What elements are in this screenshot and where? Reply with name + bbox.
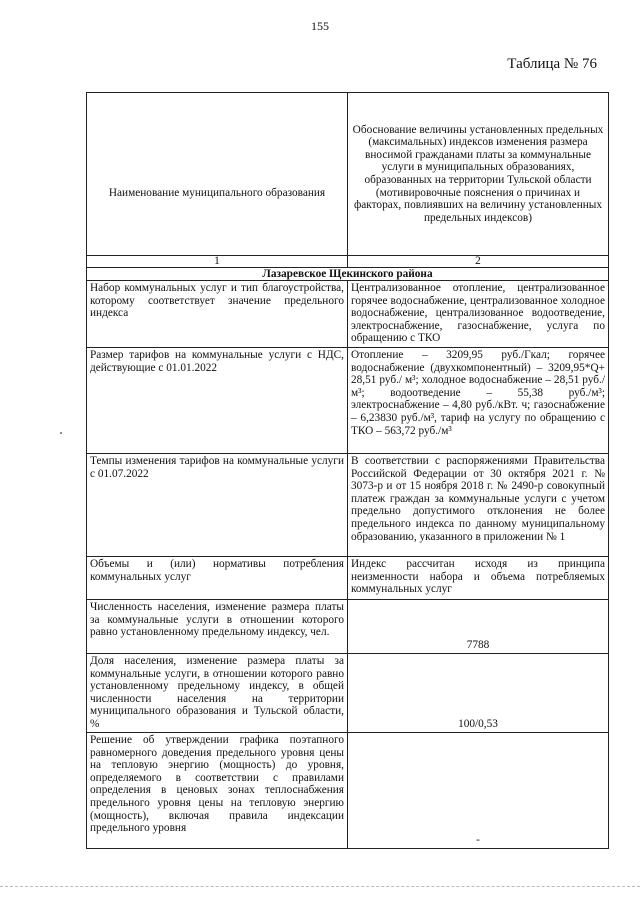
table-caption: Таблица № 76 [507, 56, 597, 72]
row-label: Набор коммунальных услуг и тип благоустройства, которому соответствует значение предельного индекса [87, 281, 348, 348]
population-share-value: 100/0,53 [348, 654, 609, 733]
table-row [87, 454, 609, 557]
row-label: Решение об утверждении графика поэтапного равномерного доведения предельного уровня цены на тепловую энергию (мощность) до уровня, определяемого в соответствии с правилами определения в ценовых зонах теплоснабжения предельного уровня цены на тепловую энергию (мощность), включая правила индексации предельного уровня [87, 733, 348, 849]
row-label: Размер тарифов на коммунальные услуги с НДС, действующие с 01.01.2022 [87, 348, 348, 454]
table-row [87, 733, 609, 849]
table-row [87, 348, 609, 454]
row-value: Централизованное отопление, централизованное горячее водоснабжение, централизованное холодное водоснабжение, централизованное водоотведение, электроснабжение, газоснабжение, услуга по обращению с ТКО [348, 281, 609, 348]
row-label: Доля населения, изменение размера платы за коммунальные услуги, в отношении которого равно установленному предельному индексу, в общей численности населения на территории муниципального образования и Тульской области, % [87, 654, 348, 733]
page-number: 155 [311, 19, 329, 33]
table-row [87, 600, 609, 654]
table-row [87, 654, 609, 733]
header-justification: Обоснование величины установленных предельных (максимальных) индексов изменения размера вносимой гражданами платы за коммунальные услуги в муниципальных образованиях, образованных на территории Тульской области (мотивировочные пояснения о причинах и факторах, повлиявших на величину установленных предельных индексов) [348, 93, 609, 256]
margin-dot [60, 432, 62, 434]
row-value: Индекс рассчитан исходя из принципа неизменности набора и объема потребляемых коммунальных услуг [348, 557, 609, 600]
population-value: 7788 [348, 600, 609, 654]
column-number-1: 1 [87, 256, 348, 268]
row-value: Отопление – 3209,95 руб./Гкал; горячее водоснабжение (двухкомпонентный) – 3209,95*Q+ 28,51 руб./ м³; холодное водоснабжение – 28,51 руб./м³; водоотведение – 55,38 руб./м³; электроснабжение – 4,80 руб./кВт. ч; газоснабжение – 6,23830 руб./м³, тариф на услугу по обращению с ТКО – 563,72 руб./м³ [348, 348, 609, 454]
header-municipality-name: Наименование муниципального образования [87, 93, 348, 256]
section-row [87, 268, 609, 281]
row-label: Темпы изменения тарифов на коммунальные услуги с 01.07.2022 [87, 454, 348, 557]
municipality-title: Лазаревское Щекинского района [87, 268, 609, 281]
column-number-row [87, 256, 609, 268]
row-value: - [348, 733, 609, 849]
tariff-justification-table [86, 92, 609, 849]
row-label: Численность населения, изменение размера платы за коммунальные услуги в отношении которого равно установленному предельному индексу, чел. [87, 600, 348, 654]
row-value: В соответствии с распоряжениями Правительства Российской Федерации от 30 октября 2021 г. № 3073-р и от 15 ноября 2018 г. № 2490-р совокупный платеж граждан за коммунальные услуги с учетом предельно допустимого отклонения не более предельного индекса по данному муниципальному образованию, указанного в приложении № 1 [348, 454, 609, 557]
column-number-2: 2 [348, 256, 609, 268]
row-label: Объемы и (или) нормативы потребления коммунальных услуг [87, 557, 348, 600]
page-bottom-rule [0, 886, 640, 887]
table-header-row [87, 93, 609, 256]
table-row [87, 557, 609, 600]
table-row [87, 281, 609, 348]
